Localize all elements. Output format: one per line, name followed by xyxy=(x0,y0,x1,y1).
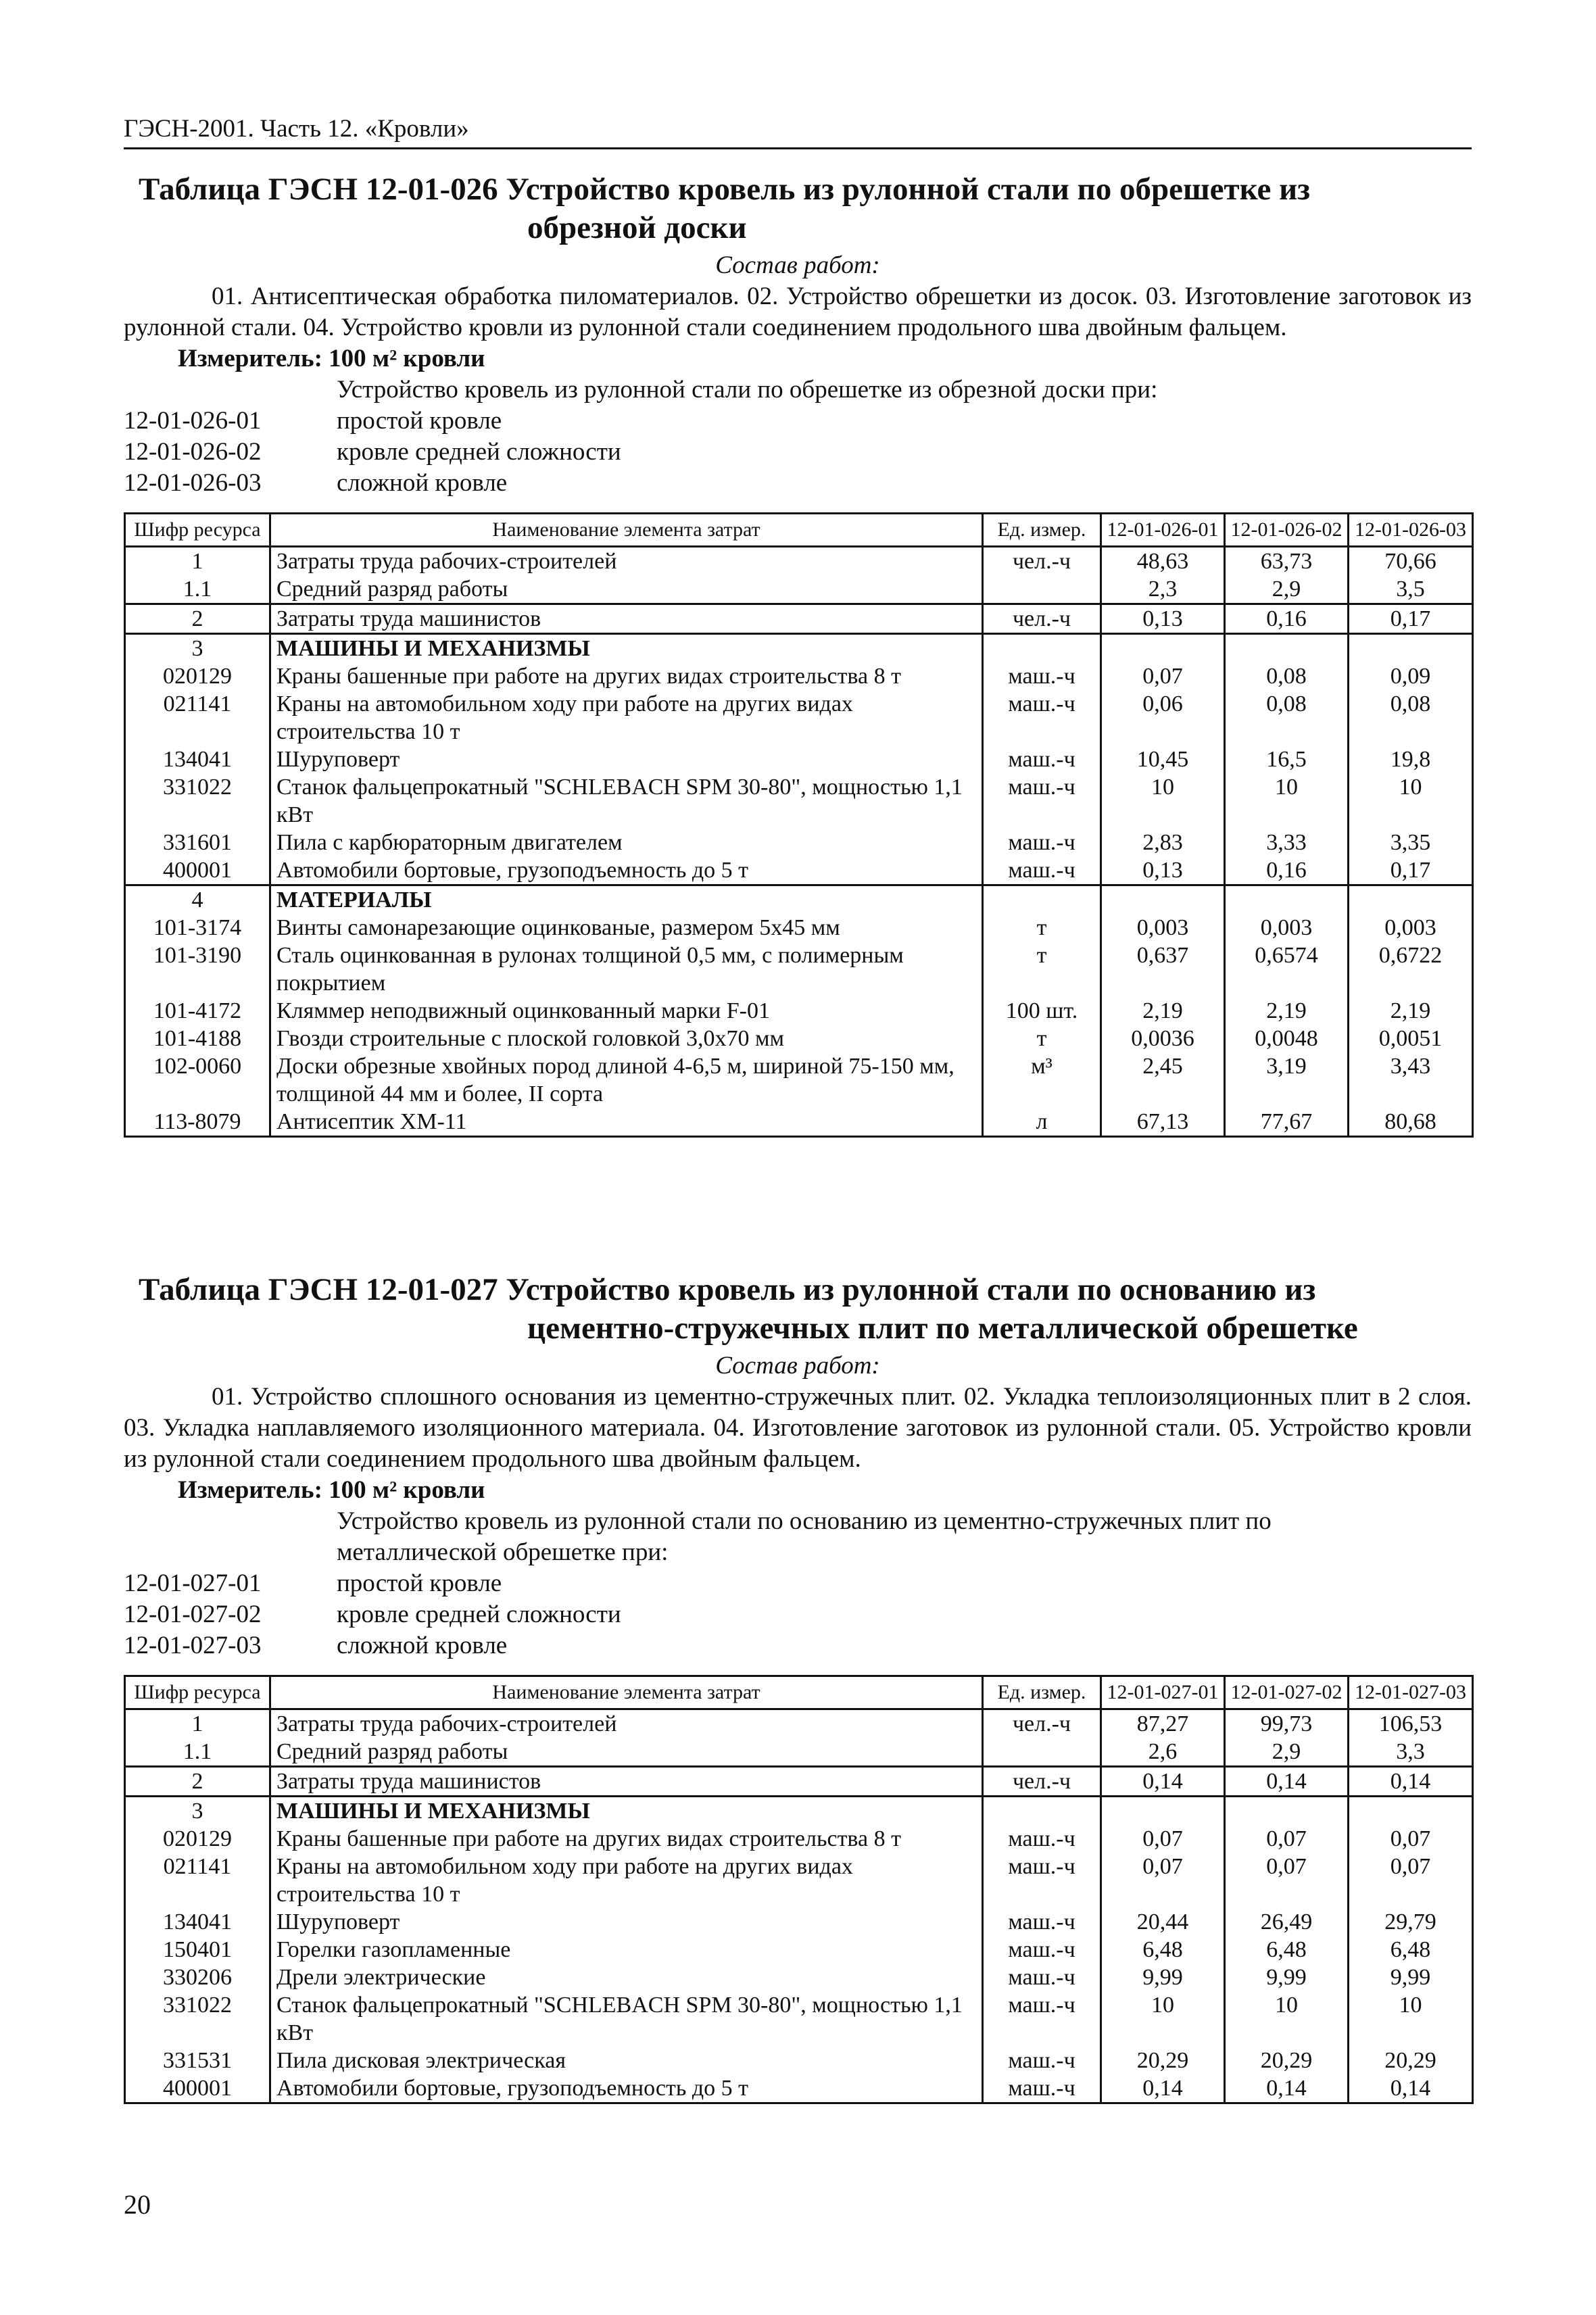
header-code: Шифр ресурса xyxy=(125,514,270,547)
cell-value-2: 10 xyxy=(1225,1991,1349,2047)
table-row xyxy=(125,547,1473,576)
table-row xyxy=(125,1738,1473,1767)
cell-unit xyxy=(983,634,1101,663)
variant-row xyxy=(124,437,1472,468)
table-row xyxy=(125,1025,1473,1052)
composition-text: 01. Устройство сплошного основания из цементно-стружечных плит. 02. Укладка теплоизоляционных плит в 2 слоя. 03. Укладка наплавляемого изоляционного материала. 04. Изготовление заготовок из рулонной стали. 05. Устройство кровли из рулонной стали соединением продольного шва двойным фальцем. xyxy=(124,1383,1472,1473)
header-name: Наименование элемента затрат xyxy=(270,514,983,547)
cell-code: 021141 xyxy=(125,690,270,746)
variant-code: 12-01-026-01 xyxy=(124,407,262,435)
cell-code: 400001 xyxy=(125,856,270,885)
cell-value-3: 0,14 xyxy=(1349,1767,1473,1797)
cell-unit: маш.-ч xyxy=(983,773,1101,829)
cell-unit: маш.-ч xyxy=(983,1853,1101,1908)
cell-value-2: 0,07 xyxy=(1225,1825,1349,1853)
section-12-01-027 xyxy=(124,1271,1472,2104)
cell-code: 1.1 xyxy=(125,575,270,604)
cell-unit: маш.-ч xyxy=(983,856,1101,885)
cell-value-1: 0,003 xyxy=(1101,914,1225,942)
table-header-row xyxy=(125,514,1473,547)
cell-value-2 xyxy=(1225,885,1349,915)
meter-label: Измеритель: 100 м² кровли xyxy=(178,345,485,372)
cell-value-3: 19,8 xyxy=(1349,746,1473,773)
cell-value-3: 0,17 xyxy=(1349,856,1473,885)
cell-name: Шуруповерт xyxy=(270,746,983,773)
cell-value-3: 0,0051 xyxy=(1349,1025,1473,1052)
cell-unit: 100 шт. xyxy=(983,997,1101,1025)
cell-unit: т xyxy=(983,1025,1101,1052)
cell-unit: т xyxy=(983,942,1101,997)
cell-value-3: 6,48 xyxy=(1349,1936,1473,1964)
cell-name: Автомобили бортовые, грузоподъемность до 5 т xyxy=(270,2074,983,2103)
variant-intro: Устройство кровель из рулонной стали по основанию из цементно-стружечных плит по металлической обрешетке при: xyxy=(337,1507,1272,1566)
cell-code: 3 xyxy=(125,634,270,663)
table-title-line-1: Таблица ГЭСН 12-01-027 Устройство кровель из рулонной стали по основанию из xyxy=(139,1272,1316,1307)
cell-unit: т xyxy=(983,914,1101,942)
cell-code: 400001 xyxy=(125,2074,270,2103)
cell-name: МАТЕРИАЛЫ xyxy=(270,885,983,915)
cell-name: Шуруповерт xyxy=(270,1908,983,1936)
cell-name: Средний разряд работы xyxy=(270,1738,983,1767)
table-row xyxy=(125,1825,1473,1853)
cell-name: Затраты труда машинистов xyxy=(270,604,983,634)
page-number: 20 xyxy=(124,2189,151,2220)
cell-value-1: 10,45 xyxy=(1101,746,1225,773)
cell-value-1: 0,637 xyxy=(1101,942,1225,997)
header-col-1: 12-01-027-01 xyxy=(1101,1676,1225,1709)
cell-value-3: 20,29 xyxy=(1349,2047,1473,2074)
cell-name: Затраты труда машинистов xyxy=(270,1767,983,1797)
variant-row xyxy=(124,1599,1472,1630)
cell-code: 1 xyxy=(125,1709,270,1738)
table-title-line-2: обрезной доски xyxy=(527,210,747,245)
cell-value-2: 99,73 xyxy=(1225,1709,1349,1738)
cell-value-1: 67,13 xyxy=(1101,1108,1225,1137)
cell-value-2: 2,9 xyxy=(1225,575,1349,604)
cell-name: МАШИНЫ И МЕХАНИЗМЫ xyxy=(270,634,983,663)
cell-unit: л xyxy=(983,1108,1101,1137)
table-row xyxy=(125,1767,1473,1797)
cell-value-2: 16,5 xyxy=(1225,746,1349,773)
cell-value-1 xyxy=(1101,634,1225,663)
variant-desc: кровле средней сложности xyxy=(337,438,621,466)
cell-name: Пила дисковая электрическая xyxy=(270,2047,983,2074)
cell-value-1: 0,14 xyxy=(1101,1767,1225,1797)
cell-value-2 xyxy=(1225,634,1349,663)
cell-unit xyxy=(983,1738,1101,1767)
header-col-3: 12-01-026-03 xyxy=(1349,514,1473,547)
cell-unit: маш.-ч xyxy=(983,746,1101,773)
cell-value-3: 0,07 xyxy=(1349,1853,1473,1908)
cell-value-1 xyxy=(1101,1797,1225,1826)
cell-unit: маш.-ч xyxy=(983,2047,1101,2074)
cell-value-2: 0,08 xyxy=(1225,662,1349,690)
variant-row xyxy=(124,406,1472,437)
cell-name: Средний разряд работы xyxy=(270,575,983,604)
cell-name: Станок фальцепрокатный "SCHLEBACH SPM 30-80", мощностью 1,1 кВт xyxy=(270,1991,983,2047)
cell-value-3: 3,43 xyxy=(1349,1052,1473,1108)
variant-intro: Устройство кровель из рулонной стали по обрешетке из обрезной доски при: xyxy=(337,376,1158,404)
cell-code: 101-3174 xyxy=(125,914,270,942)
cell-unit: маш.-ч xyxy=(983,1991,1101,2047)
cell-unit xyxy=(983,575,1101,604)
table-row xyxy=(125,2074,1473,2103)
cell-unit: маш.-ч xyxy=(983,1825,1101,1853)
variant-row xyxy=(124,1568,1472,1599)
cell-name: Гвозди строительные с плоской головкой 3,0х70 мм xyxy=(270,1025,983,1052)
cell-value-1: 0,06 xyxy=(1101,690,1225,746)
cell-value-2: 0,0048 xyxy=(1225,1025,1349,1052)
composition-heading: Состав работ: xyxy=(715,251,880,279)
cell-value-3 xyxy=(1349,634,1473,663)
variant-row xyxy=(124,468,1472,499)
cell-code: 331022 xyxy=(125,773,270,829)
cell-unit: чел.-ч xyxy=(983,1767,1101,1797)
cell-value-3: 0,09 xyxy=(1349,662,1473,690)
header-unit: Ед. измер. xyxy=(983,1676,1101,1709)
cell-unit: маш.-ч xyxy=(983,1908,1101,1936)
cell-value-1: 48,63 xyxy=(1101,547,1225,576)
variant-code: 12-01-027-02 xyxy=(124,1601,262,1628)
cell-name: Сталь оцинкованная в рулонах толщиной 0,5 мм, с полимерным покрытием xyxy=(270,942,983,997)
cell-value-3: 3,5 xyxy=(1349,575,1473,604)
cell-value-3: 10 xyxy=(1349,1991,1473,2047)
table-row xyxy=(125,1853,1473,1908)
variant-desc: сложной кровле xyxy=(337,469,508,497)
cell-code: 331022 xyxy=(125,1991,270,2047)
cell-name: Краны на автомобильном ходу при работе на других видах строительства 10 т xyxy=(270,1853,983,1908)
cell-value-1: 0,14 xyxy=(1101,2074,1225,2103)
cell-value-1: 0,0036 xyxy=(1101,1025,1225,1052)
cell-unit: чел.-ч xyxy=(983,1709,1101,1738)
table-row xyxy=(125,1108,1473,1137)
cell-code: 1.1 xyxy=(125,1738,270,1767)
cell-name: Автомобили бортовые, грузоподъемность до 5 т xyxy=(270,856,983,885)
cell-value-1: 2,3 xyxy=(1101,575,1225,604)
cell-code: 101-3190 xyxy=(125,942,270,997)
cell-value-1: 0,13 xyxy=(1101,856,1225,885)
cell-code: 2 xyxy=(125,1767,270,1797)
header-col-2: 12-01-027-02 xyxy=(1225,1676,1349,1709)
table-row xyxy=(125,856,1473,885)
cell-name: Доски обрезные хвойных пород длиной 4-6,5 м, шириной 75-150 мм, толщиной 44 мм и более, II сорта xyxy=(270,1052,983,1108)
cell-unit xyxy=(983,1797,1101,1826)
header-code: Шифр ресурса xyxy=(125,1676,270,1709)
variant-desc: сложной кровле xyxy=(337,1632,508,1659)
cell-code: 021141 xyxy=(125,1853,270,1908)
cell-name: Затраты труда рабочих-строителей xyxy=(270,1709,983,1738)
table-row xyxy=(125,2047,1473,2074)
cell-code: 1 xyxy=(125,547,270,576)
cell-value-1: 2,45 xyxy=(1101,1052,1225,1108)
cell-value-1: 10 xyxy=(1101,1991,1225,2047)
cell-value-1: 20,44 xyxy=(1101,1908,1225,1936)
cell-value-2: 0,14 xyxy=(1225,2074,1349,2103)
cell-unit: чел.-ч xyxy=(983,547,1101,576)
cell-code: 3 xyxy=(125,1797,270,1826)
cell-value-2: 77,67 xyxy=(1225,1108,1349,1137)
table-row xyxy=(125,690,1473,746)
variant-code: 12-01-027-01 xyxy=(124,1569,262,1597)
cell-value-2: 3,33 xyxy=(1225,829,1349,856)
variant-code: 12-01-026-03 xyxy=(124,469,262,497)
cell-unit: маш.-ч xyxy=(983,2074,1101,2103)
cell-name: Краны на автомобильном ходу при работе на других видах строительства 10 т xyxy=(270,690,983,746)
cell-name: Краны башенные при работе на других видах строительства 8 т xyxy=(270,662,983,690)
cell-value-3: 0,17 xyxy=(1349,604,1473,634)
cell-value-1: 9,99 xyxy=(1101,1964,1225,1991)
cell-name: Винты самонарезающие оцинкованые, размером 5х45 мм xyxy=(270,914,983,942)
cell-value-3: 3,3 xyxy=(1349,1738,1473,1767)
table-row xyxy=(125,575,1473,604)
table-row xyxy=(125,1709,1473,1738)
cell-value-1: 2,6 xyxy=(1101,1738,1225,1767)
cell-value-2: 0,07 xyxy=(1225,1853,1349,1908)
table-row xyxy=(125,773,1473,829)
composition-heading: Состав работ: xyxy=(715,1352,880,1380)
header-name: Наименование элемента затрат xyxy=(270,1676,983,1709)
table-title-line-2: цементно-стружечных плит по металлической обрешетке xyxy=(527,1311,1358,1346)
cell-name: Станок фальцепрокатный "SCHLEBACH SPM 30-80", мощностью 1,1 кВт xyxy=(270,773,983,829)
cell-unit: маш.-ч xyxy=(983,662,1101,690)
section-12-01-026 xyxy=(124,170,1472,1138)
cell-unit: м³ xyxy=(983,1052,1101,1108)
table-header-row xyxy=(125,1676,1473,1709)
cell-name: МАШИНЫ И МЕХАНИЗМЫ xyxy=(270,1797,983,1826)
table-row xyxy=(125,746,1473,773)
cell-value-3: 106,53 xyxy=(1349,1709,1473,1738)
cell-value-1: 6,48 xyxy=(1101,1936,1225,1964)
cell-value-2: 2,19 xyxy=(1225,997,1349,1025)
cell-unit xyxy=(983,885,1101,915)
variant-desc: кровле средней сложности xyxy=(337,1601,621,1628)
table-row xyxy=(125,1936,1473,1964)
cell-value-3: 0,6722 xyxy=(1349,942,1473,997)
cell-value-2: 0,16 xyxy=(1225,604,1349,634)
cell-name: Горелки газопламенные xyxy=(270,1936,983,1964)
cell-value-1: 2,83 xyxy=(1101,829,1225,856)
table-row xyxy=(125,1964,1473,1991)
cell-code: 102-0060 xyxy=(125,1052,270,1108)
cell-code: 134041 xyxy=(125,746,270,773)
cell-value-3 xyxy=(1349,885,1473,915)
cell-name: Затраты труда рабочих-строителей xyxy=(270,547,983,576)
cell-value-2: 0,003 xyxy=(1225,914,1349,942)
table-row xyxy=(125,885,1473,915)
cell-value-1: 0,07 xyxy=(1101,1853,1225,1908)
meter-label: Измеритель: 100 м² кровли xyxy=(178,1476,485,1504)
cell-code: 134041 xyxy=(125,1908,270,1936)
cell-unit: маш.-ч xyxy=(983,1964,1101,1991)
cell-name: Антисептик ХМ-11 xyxy=(270,1108,983,1137)
cell-unit: чел.-ч xyxy=(983,604,1101,634)
cell-value-2: 9,99 xyxy=(1225,1964,1349,1991)
cell-value-3: 0,14 xyxy=(1349,2074,1473,2103)
cell-code: 2 xyxy=(125,604,270,634)
cell-value-2: 3,19 xyxy=(1225,1052,1349,1108)
cell-code: 150401 xyxy=(125,1936,270,1964)
variant-row xyxy=(124,1630,1472,1661)
cell-code: 331531 xyxy=(125,2047,270,2074)
table-row xyxy=(125,662,1473,690)
cell-value-3: 29,79 xyxy=(1349,1908,1473,1936)
cell-name: Пила с карбюраторным двигателем xyxy=(270,829,983,856)
header-col-2: 12-01-026-02 xyxy=(1225,514,1349,547)
cell-name: Кляммер неподвижный оцинкованный марки F-01 xyxy=(270,997,983,1025)
cell-value-1: 20,29 xyxy=(1101,2047,1225,2074)
cell-value-1: 2,19 xyxy=(1101,997,1225,1025)
cell-code: 020129 xyxy=(125,1825,270,1853)
table-row xyxy=(125,829,1473,856)
cell-code: 101-4172 xyxy=(125,997,270,1025)
header-col-3: 12-01-027-03 xyxy=(1349,1676,1473,1709)
cell-value-1: 0,07 xyxy=(1101,662,1225,690)
cell-value-3: 0,07 xyxy=(1349,1825,1473,1853)
cell-code: 113-8079 xyxy=(125,1108,270,1137)
cell-value-2: 2,9 xyxy=(1225,1738,1349,1767)
cell-value-3: 10 xyxy=(1349,773,1473,829)
cell-value-3: 2,19 xyxy=(1349,997,1473,1025)
table-row xyxy=(125,1052,1473,1108)
variant-desc: простой кровле xyxy=(337,407,502,435)
cell-code: 101-4188 xyxy=(125,1025,270,1052)
table-row xyxy=(125,1908,1473,1936)
cell-code: 330206 xyxy=(125,1964,270,1991)
table-row xyxy=(125,634,1473,663)
cell-value-3: 3,35 xyxy=(1349,829,1473,856)
cell-code: 4 xyxy=(125,885,270,915)
cell-value-2: 6,48 xyxy=(1225,1936,1349,1964)
table-row xyxy=(125,604,1473,634)
cell-code: 331601 xyxy=(125,829,270,856)
variant-code: 12-01-027-03 xyxy=(124,1632,262,1659)
cell-unit: маш.-ч xyxy=(983,1936,1101,1964)
resource-table xyxy=(124,1675,1474,2104)
cell-value-2: 0,6574 xyxy=(1225,942,1349,997)
cell-value-2: 10 xyxy=(1225,773,1349,829)
table-row xyxy=(125,942,1473,997)
cell-value-1: 10 xyxy=(1101,773,1225,829)
table-title xyxy=(124,170,1472,247)
table-row xyxy=(125,1991,1473,2047)
variant-desc: простой кровле xyxy=(337,1569,502,1597)
cell-value-3 xyxy=(1349,1797,1473,1826)
header-col-1: 12-01-026-01 xyxy=(1101,514,1225,547)
cell-value-1 xyxy=(1101,885,1225,915)
cell-value-2 xyxy=(1225,1797,1349,1826)
cell-value-1: 87,27 xyxy=(1101,1709,1225,1738)
cell-value-3: 0,003 xyxy=(1349,914,1473,942)
cell-unit: маш.-ч xyxy=(983,829,1101,856)
cell-value-2: 26,49 xyxy=(1225,1908,1349,1936)
table-title-line-1: Таблица ГЭСН 12-01-026 Устройство кровель из рулонной стали по обрешетке из xyxy=(139,172,1311,207)
table-row xyxy=(125,997,1473,1025)
cell-value-3: 0,08 xyxy=(1349,690,1473,746)
variant-code: 12-01-026-02 xyxy=(124,438,262,466)
cell-value-2: 0,14 xyxy=(1225,1767,1349,1797)
composition-text: 01. Антисептическая обработка пиломатериалов. 02. Устройство обрешетки из досок. 03. Изготовление заготовок из рулонной стали. 04. Устройство кровли из рулонной стали соединением продольного шва двойным фальцем. xyxy=(124,283,1472,341)
cell-name: Краны башенные при работе на других видах строительства 8 т xyxy=(270,1825,983,1853)
running-header: ГЭСН-2001. Часть 12. «Кровли» xyxy=(124,114,1472,149)
cell-value-2: 63,73 xyxy=(1225,547,1349,576)
cell-value-2: 0,16 xyxy=(1225,856,1349,885)
resource-table xyxy=(124,512,1474,1138)
cell-value-3: 9,99 xyxy=(1349,1964,1473,1991)
cell-value-1: 0,07 xyxy=(1101,1825,1225,1853)
cell-value-2: 0,08 xyxy=(1225,690,1349,746)
cell-unit: маш.-ч xyxy=(983,690,1101,746)
cell-value-3: 70,66 xyxy=(1349,547,1473,576)
cell-code: 020129 xyxy=(125,662,270,690)
header-unit: Ед. измер. xyxy=(983,514,1101,547)
table-row xyxy=(125,1797,1473,1826)
cell-value-2: 20,29 xyxy=(1225,2047,1349,2074)
cell-value-3: 80,68 xyxy=(1349,1108,1473,1137)
table-title xyxy=(124,1271,1472,1348)
cell-value-1: 0,13 xyxy=(1101,604,1225,634)
table-row xyxy=(125,914,1473,942)
cell-name: Дрели электрические xyxy=(270,1964,983,1991)
